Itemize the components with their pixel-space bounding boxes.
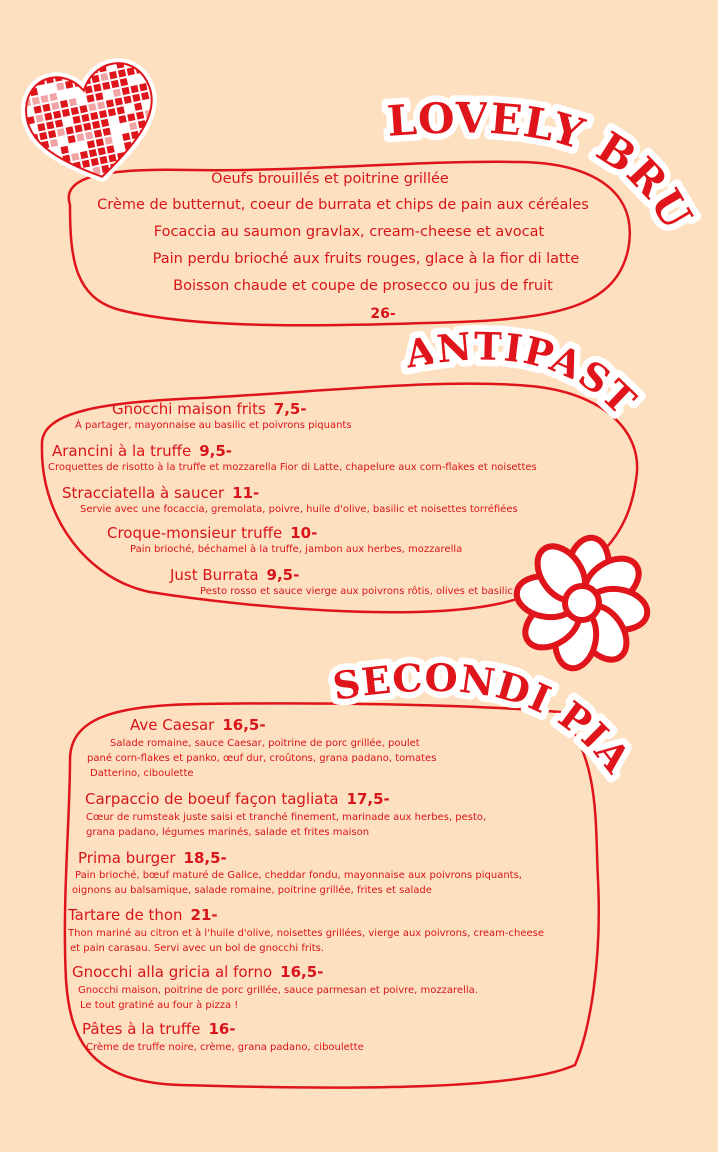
secondi-item-name: [68, 906, 218, 924]
antipasti-item-name: [112, 400, 307, 418]
secondi-item-desc: Thon mariné au citron et à l'huile d'olive, noisettes grillées, vierge aux poivrons, cream-cheese: [68, 928, 544, 939]
mosaic-heart-icon: [0, 35, 184, 208]
item-price: 16-: [208, 1020, 236, 1038]
item-name-text: Gnocchi maison frits: [112, 400, 266, 418]
item-name-text: Arancini à la truffe: [52, 442, 192, 460]
item-price: 17,5-: [346, 790, 390, 808]
item-price: 16,5-: [222, 716, 266, 734]
brunch-line: Oeufs brouillés et poitrine grillée: [211, 171, 449, 187]
svg-text:ANTIPASTI: ANTIPASTI: [398, 294, 646, 424]
secondi-item-name: [85, 790, 390, 808]
antipasti-title-art: [398, 294, 646, 440]
brunch-line: Focaccia au saumon gravlax, cream-cheese et avocat: [153, 224, 545, 240]
secondi-item-desc: oignons au balsamique, salade romaine, poitrine grillée, frites et salade: [72, 885, 432, 896]
item-price: 16,5-: [280, 963, 324, 981]
brunch-line: Boisson chaude et coupe de prosecco ou jus de fruit: [173, 278, 553, 294]
item-name-text: Gnocchi alla gricia al forno: [72, 963, 273, 981]
secondi-title: [320, 616, 639, 793]
item-price: 9,5-: [266, 566, 300, 584]
antipasti-item-desc: Croquettes de risotto à la truffe et mozzarella Fior di Latte, chapelure aux corn-flakes et noisettes: [48, 462, 537, 473]
brunch-line: Pain perdu brioché aux fruits rouges, glace à la fior di latte: [152, 251, 580, 267]
item-price: 21-: [190, 906, 218, 924]
secondi-item-desc: Gnocchi maison, poitrine de porc grillée, sauce parmesan et poivre, mozzarella.: [78, 985, 478, 996]
daisy-flower-icon: [514, 535, 651, 672]
antipasti-item-desc: Pesto rosso et sauce vierge aux poivrons rôtis, olives et basilic: [200, 586, 513, 597]
item-name-text: Carpaccio de boeuf façon tagliata: [85, 790, 339, 808]
item-price: 10-: [290, 524, 318, 542]
antipasti-item-name: [52, 442, 232, 460]
antipasti-item-name: [62, 484, 259, 502]
item-name-text: Ave Caesar: [130, 716, 215, 734]
secondi-item-desc: Cœur de rumsteak juste saisi et tranché finement, marinade aux herbes, pesto,: [86, 812, 487, 823]
secondi-item-desc: Pain brioché, bœuf maturé de Galice, cheddar fondu, mayonnaise aux poivrons piquants,: [75, 870, 522, 881]
secondi-item-desc: pané corn-flakes et panko, œuf dur, croûtons, grana padano, tomates: [87, 753, 437, 764]
antipasti-item-name: [107, 524, 317, 542]
item-name-text: Stracciatella à saucer: [62, 484, 225, 502]
secondi-item-name: [78, 849, 227, 867]
item-price: 11-: [232, 484, 260, 502]
antipasti-item-desc: Pain brioché, béchamel à la truffe, jambon aux herbes, mozzarella: [130, 544, 463, 555]
secondi-item-desc: Le tout gratiné au four à pizza !: [80, 1000, 239, 1011]
item-name-text: Croque-monsieur truffe: [107, 524, 283, 542]
secondi-item-desc: Datterino, ciboulette: [90, 768, 194, 779]
secondi-item-name: [72, 963, 323, 981]
item-price: 7,5-: [273, 400, 307, 418]
item-price: 18,5-: [183, 849, 227, 867]
brunch-line: Crème de butternut, coeur de burrata et chips de pain aux céréales: [97, 197, 589, 213]
secondi-item-desc: et pain carasau. Servi avec un bol de gnocchi frits.: [70, 943, 325, 954]
item-name-text: Just Burrata: [170, 566, 259, 584]
secondi-item-name: [130, 716, 266, 734]
antipasti-item-name: [170, 566, 299, 584]
secondi-item-desc: Salade romaine, sauce Caesar, poitrine de porc grillée, poulet: [110, 738, 420, 749]
secondi-item-desc: Crème de truffe noire, crème, grana padano, ciboulette: [86, 1042, 364, 1053]
antipasti-title: [398, 294, 646, 451]
item-name-text: Pâtes à la truffe: [82, 1020, 201, 1038]
antipasti-item-desc: À partager, mayonnaise au basilic et poivrons piquants: [75, 420, 352, 431]
secondi-item-name: [82, 1020, 236, 1038]
item-price: 9,5-: [199, 442, 233, 460]
svg-text:LOVELY BRUNCH: LOVELY BRUNCH: [367, 57, 703, 239]
secondi-item-desc: grana padano, légumes marinés, salade et frites maison: [86, 827, 370, 838]
item-name-text: Tartare de thon: [68, 906, 183, 924]
brunch-price: 26-: [370, 306, 396, 322]
svg-text:SECONDI PIATTI: SECONDI PIATTI: [320, 616, 639, 780]
antipasti-item-desc: Servie avec une focaccia, gremolata, poivre, huile d'olive, basilic et noisettes torréfiées: [80, 504, 518, 515]
item-name-text: Prima burger: [78, 849, 176, 867]
